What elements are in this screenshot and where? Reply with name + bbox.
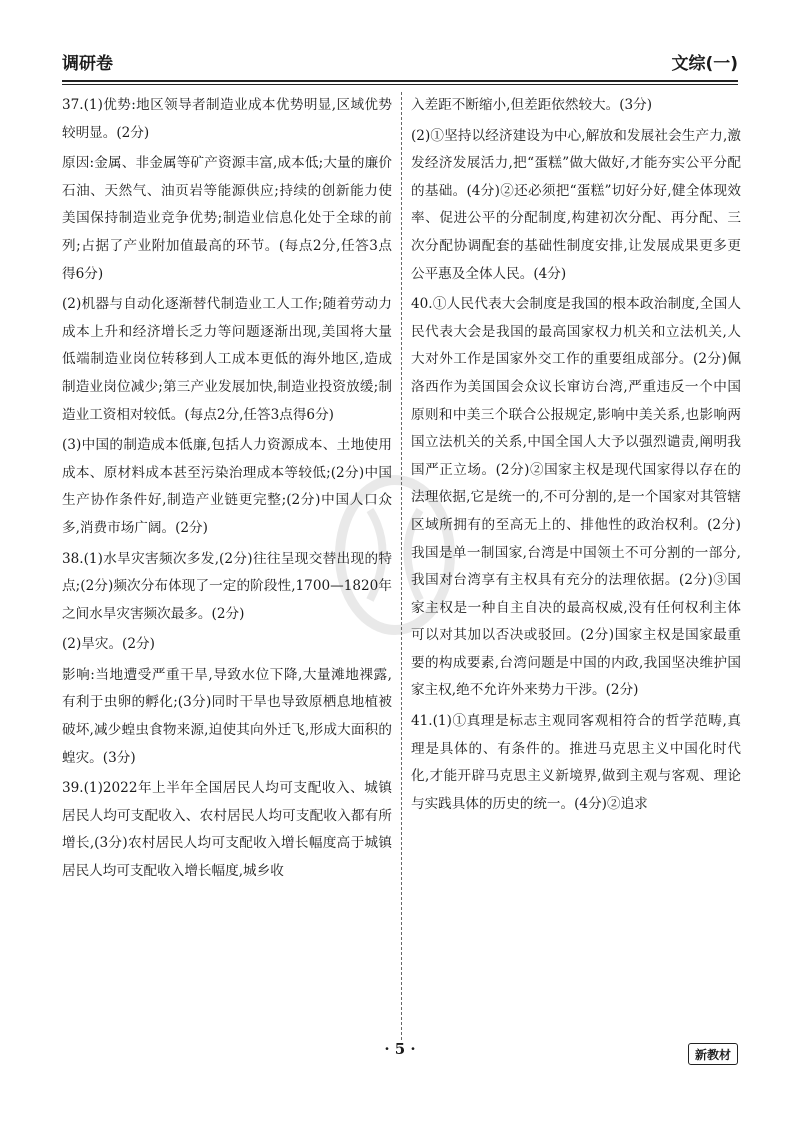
header-rule — [62, 80, 738, 82]
answer-paragraph: 41.(1)①真理是标志主观同客观相符合的哲学范畴,真理是具体的、有条件的。推进马克思主义中国化时代化,才能开辟马克思主义新境界,做到主观与客观、理论与实践具体的历史的统一。(4分)②追求 — [411, 713, 741, 812]
header-right-title: 文综(一) — [671, 53, 738, 74]
page-number: · 5 · — [384, 1040, 416, 1058]
answer-paragraph: (3)中国的制造成本低廉,包括人力资源成本、土地使用成本、原材料成本甚至污染治理成本等较低;(2分)中国生产协作条件好,制造产业链更完整;(2分)中国人口众多,消费市场广阔。(2分) — [62, 437, 392, 536]
answer-paragraph: 影响:当地遭受严重干旱,导致水位下降,大量滩地裸露,有利于虫卵的孵化;(3分)同时干旱也导致原栖息地植被破坏,减少蝗虫食物来源,迫使其向外迁飞,形成大面积的蝗灾。(3分) — [62, 666, 392, 766]
header-rule-thin — [62, 84, 738, 85]
column-divider — [401, 92, 402, 1040]
header-left-title: 调研卷 — [62, 53, 113, 74]
page-header — [62, 44, 738, 78]
answer-paragraph: 38.(1)水旱灾害频次多发,(2分)往往呈现交替出现的特点;(2分)频次分布体现了一定的阶段性,1700—1820年之间水旱灾害频次最多。(2分) — [62, 550, 392, 622]
right-column — [411, 92, 741, 1042]
answer-paragraph: (2)①坚持以经济建设为中心,解放和发展社会生产力,激发经济发展活力,把“蛋糕”做大做好,才能夯实公平分配的基础。(4分)②还必须把“蛋糕”切好分好,健全体现效率、促进公平的分配制度,构建初次分配、再分配、三次分配协调配套的基础性制度安排,让发展成果更多更公平惠及全体人民。(4分) — [411, 127, 741, 282]
left-column — [62, 92, 392, 1042]
edition-badge: 新教材 — [688, 1043, 738, 1065]
answer-paragraph: 40.①人民代表大会制度是我国的根本政治制度,全国人民代表大会是我国的最高国家权力机关和立法机关,人大对外工作是国家外交工作的重要组成部分。(2分)佩洛西作为美国国会众议长窜访台湾,严重违反一个中国原则和中美三个联合公报规定,影响中美关系,也影响两国立法机关的关系,中国全国人大予以强烈谴责,阐明我国严正立场。(2分)②国家主权是现代国家得以存在的法理依据,它是统一的,不可分割的,是一个国家对其管辖区域所拥有的至高无上的、排他性的政治权利。(2分)我国是单一制国家,台湾是中国领土不可分割的一部分,我国对台湾享有主权具有充分的法理依据。(2分)③国家主权是一种自主自决的最高权威,没有任何权利主体可以对其加以否决或驳回。(2分)国家主权是国家最重要的构成要素,台湾问题是中国的内政,我国坚决维护国家主权,绝不允许外来势力干涉。(2分) — [411, 296, 741, 699]
answer-paragraph: (2)旱灾。(2分) — [62, 636, 155, 653]
answer-paragraph: 原因:金属、非金属等矿产资源丰富,成本低;大量的廉价石油、天然气、油页岩等能源供应;持续的创新能力使美国保持制造业竞争优势;制造业信息化处于全球的前列;占据了产业附加值最高的环节。(每点2分,任答3点得6分) — [62, 155, 392, 282]
answer-paragraph: 入差距不断缩小,但差距依然较大。(3分) — [411, 97, 653, 113]
answer-paragraph: 39.(1)2022年上半年全国居民人均可支配收入、城镇居民人均可支配收入、农村居民人均可支配收入都有所增长,(3分)农村居民人均可支配收入增长幅度高于城镇居民人均可支配收入增长幅度,城乡收 — [62, 780, 392, 880]
answer-paragraph: (2)机器与自动化逐渐替代制造业工人工作;随着劳动力成本上升和经济增长乏力等问题逐渐出现,美国将大量低端制造业岗位转移到人工成本更低的海外地区,造成制造业岗位减少;第三产业发展加快,制造业投资放缓;制造业工资相对较低。(每点2分,任答3点得6分) — [62, 296, 392, 423]
answer-paragraph: 37.(1)优势:地区领导者制造业成本优势明显,区域优势较明显。(2分) — [62, 97, 392, 141]
